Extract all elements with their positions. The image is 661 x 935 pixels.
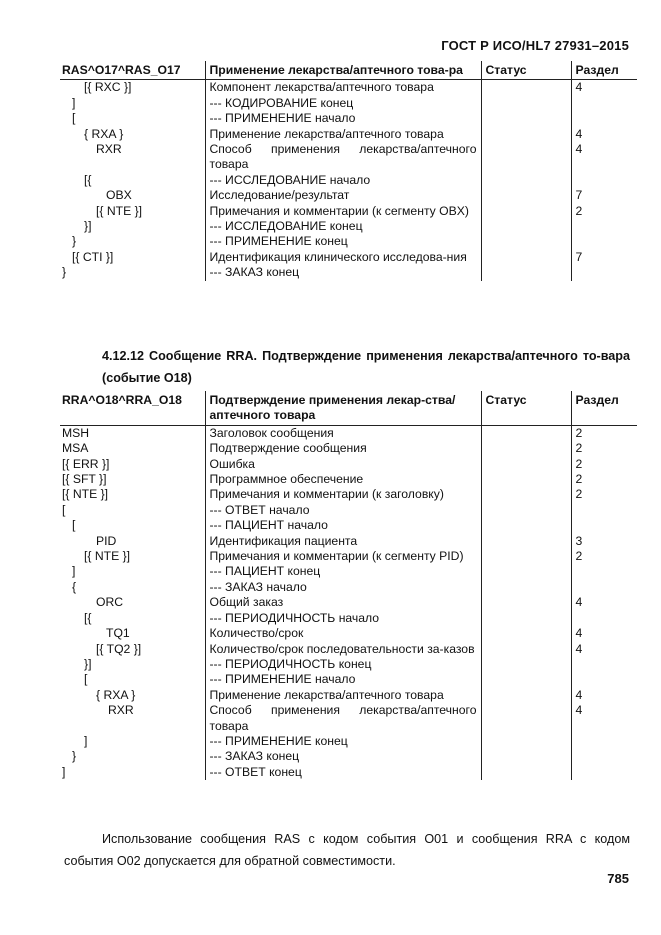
segment-cell: RXR xyxy=(96,142,122,157)
status-cell xyxy=(481,564,571,579)
description-cell: Примечания и комментарии (к сегменту OBX) xyxy=(205,204,481,219)
status-cell xyxy=(481,96,571,111)
section-cell: 4 xyxy=(571,595,637,610)
description-cell: Заголовок сообщения xyxy=(205,425,481,441)
description-cell: Примечания и комментарии (к заголовку) xyxy=(205,487,481,502)
description-cell: --- ПРИМЕНЕНИЕ конец xyxy=(205,234,481,249)
table-row xyxy=(60,703,637,734)
section-cell xyxy=(571,96,637,111)
status-cell xyxy=(481,534,571,549)
section-cell xyxy=(571,564,637,579)
table-row xyxy=(60,626,637,641)
compatibility-note-text: Использование сообщения RAS с кодом события O01 и сообщения RRA с кодом события O02 допускается для обратной совместимости. xyxy=(64,832,630,868)
status-cell xyxy=(481,234,571,249)
segment-cell: [{ TQ2 }] xyxy=(96,641,142,656)
status-cell xyxy=(481,611,571,626)
status-cell xyxy=(481,503,571,518)
table-header-row xyxy=(60,391,637,425)
description-cell: --- ИССЛЕДОВАНИЕ конец xyxy=(205,219,481,234)
table-row xyxy=(60,111,637,126)
section-cell: 4 xyxy=(571,642,637,657)
table-header-row xyxy=(60,61,637,80)
section-cell xyxy=(571,657,637,672)
section-cell: 4 xyxy=(571,626,637,641)
table-row xyxy=(60,672,637,687)
column-header-message-type: RRA^O18^RRA_O18 xyxy=(60,391,205,425)
segment-cell: [{ xyxy=(84,172,92,187)
table-row xyxy=(60,96,637,111)
status-cell xyxy=(481,703,571,734)
segment-cell: { xyxy=(72,579,77,594)
segment-cell: } xyxy=(72,749,77,764)
table-row xyxy=(60,534,637,549)
description-cell: Способ применения лекарства/аптечного товара xyxy=(205,703,481,734)
section-cell xyxy=(571,234,637,249)
segment-cell: ] xyxy=(72,95,76,110)
segment-cell: ORC xyxy=(96,595,124,610)
section-cell xyxy=(571,503,637,518)
description-cell: --- ЗАКАЗ конец xyxy=(205,265,481,280)
status-cell xyxy=(481,765,571,780)
table-row xyxy=(60,250,637,265)
rra-o18-segment-table xyxy=(60,391,637,780)
description-cell: --- ИССЛЕДОВАНИЕ начало xyxy=(205,173,481,188)
section-cell xyxy=(571,734,637,749)
table-row xyxy=(60,457,637,472)
status-cell xyxy=(481,173,571,188)
segment-cell: MSH xyxy=(62,425,90,440)
section-cell: 2 xyxy=(571,204,637,219)
compatibility-note-paragraph xyxy=(64,828,630,872)
description-cell: --- ОТВЕТ начало xyxy=(205,503,481,518)
segment-cell: [{ RXC }] xyxy=(84,80,132,95)
section-cell: 2 xyxy=(571,457,637,472)
status-cell xyxy=(481,549,571,564)
description-cell: --- ОТВЕТ конец xyxy=(205,765,481,780)
table-row xyxy=(60,642,637,657)
description-cell: Применение лекарства/аптечного товара xyxy=(205,688,481,703)
table-row xyxy=(60,749,637,764)
section-cell xyxy=(571,111,637,126)
description-cell: Идентификация пациента xyxy=(205,534,481,549)
table-row xyxy=(60,688,637,703)
status-cell xyxy=(481,204,571,219)
column-header-section: Раздел xyxy=(571,391,637,425)
table-row xyxy=(60,503,637,518)
column-header-description: Подтверждение применения лекар-ства/аптечного товара xyxy=(205,391,481,425)
segment-cell: [{ ERR }] xyxy=(62,456,110,471)
description-cell: Применение лекарства/аптечного товара xyxy=(205,127,481,142)
segment-cell: RXR xyxy=(108,703,134,718)
status-cell xyxy=(481,688,571,703)
section-cell xyxy=(571,265,637,280)
table-row xyxy=(60,204,637,219)
segment-cell: [ xyxy=(84,672,88,687)
description-cell: --- ПРИМЕНЕНИЕ конец xyxy=(205,734,481,749)
section-cell: 4 xyxy=(571,142,637,173)
description-cell: Количество/срок последовательности за-казов xyxy=(205,642,481,657)
section-cell: 7 xyxy=(571,250,637,265)
table-row xyxy=(60,80,637,96)
segment-cell: ] xyxy=(72,564,76,579)
description-cell: Количество/срок xyxy=(205,626,481,641)
table-row xyxy=(60,441,637,456)
section-cell: 2 xyxy=(571,487,637,502)
description-cell: Исследование/результат xyxy=(205,188,481,203)
description-cell: Идентификация клинического исследова-ния xyxy=(205,250,481,265)
section-cell: 2 xyxy=(571,441,637,456)
segment-cell: MSA xyxy=(62,441,89,456)
section-cell: 4 xyxy=(571,127,637,142)
description-cell: --- ПЕРИОДИЧНОСТЬ начало xyxy=(205,611,481,626)
table-row xyxy=(60,127,637,142)
status-cell xyxy=(481,441,571,456)
ras-o17-segment-table xyxy=(60,61,637,281)
segment-cell: OBX xyxy=(106,188,132,203)
document-standard-header: ГОСТ Р ИСО/HL7 27931–2015 xyxy=(441,38,629,53)
status-cell xyxy=(481,457,571,472)
status-cell xyxy=(481,595,571,610)
table-row xyxy=(60,219,637,234)
table-row xyxy=(60,734,637,749)
table-row xyxy=(60,265,637,280)
segment-cell: [{ CTI }] xyxy=(72,249,114,264)
table-row xyxy=(60,188,637,203)
description-cell: --- ПАЦИЕНТ конец xyxy=(205,564,481,579)
table-row xyxy=(60,580,637,595)
page-number: 785 xyxy=(607,871,629,886)
status-cell xyxy=(481,734,571,749)
table-row xyxy=(60,173,637,188)
segment-cell: [ xyxy=(62,502,66,517)
status-cell xyxy=(481,111,571,126)
section-cell xyxy=(571,672,637,687)
description-cell: Подтверждение сообщения xyxy=(205,441,481,456)
column-header-description: Применение лекарства/аптечного това-ра xyxy=(205,61,481,80)
status-cell xyxy=(481,672,571,687)
status-cell xyxy=(481,518,571,533)
table-row xyxy=(60,472,637,487)
section-cell xyxy=(571,580,637,595)
table-row xyxy=(60,564,637,579)
segment-cell: } xyxy=(62,265,67,280)
column-header-status: Статус xyxy=(481,391,571,425)
segment-cell: [{ NTE }] xyxy=(96,203,143,218)
segment-cell: } xyxy=(72,234,77,249)
segment-cell: [{ xyxy=(84,610,92,625)
status-cell xyxy=(481,626,571,641)
table-row xyxy=(60,487,637,502)
section-heading: 4.12.12 Сообщение RRA. Подтверждение применения лекарства/аптечного то-вара (событие O18) xyxy=(102,349,630,385)
section-cell: 7 xyxy=(571,188,637,203)
status-cell xyxy=(481,472,571,487)
section-cell xyxy=(571,749,637,764)
status-cell xyxy=(481,188,571,203)
table-row xyxy=(60,142,637,173)
section-cell xyxy=(571,219,637,234)
status-cell xyxy=(481,642,571,657)
segment-cell: PID xyxy=(96,533,117,548)
description-cell: --- ПЕРИОДИЧНОСТЬ конец xyxy=(205,657,481,672)
description-cell: --- ЗАКАЗ начало xyxy=(205,580,481,595)
segment-cell: { RXA } xyxy=(96,687,136,702)
description-cell: Компонент лекарства/аптечного товара xyxy=(205,80,481,96)
column-header-status: Статус xyxy=(481,61,571,80)
table-row xyxy=(60,611,637,626)
table-row xyxy=(60,425,637,441)
segment-cell: [ xyxy=(72,518,76,533)
table-row xyxy=(60,518,637,533)
section-cell: 2 xyxy=(571,425,637,441)
segment-cell: }] xyxy=(84,656,92,671)
segment-cell: [{ NTE }] xyxy=(62,487,109,502)
description-cell: --- ЗАКАЗ конец xyxy=(205,749,481,764)
section-cell xyxy=(571,173,637,188)
section-cell: 4 xyxy=(571,80,637,96)
column-header-section: Раздел xyxy=(571,61,637,80)
column-header-message-type: RAS^O17^RAS_O17 xyxy=(60,61,205,80)
section-cell: 2 xyxy=(571,549,637,564)
segment-cell: [ xyxy=(72,111,76,126)
description-cell: Примечания и комментарии (к сегменту PID) xyxy=(205,549,481,564)
table-row xyxy=(60,549,637,564)
segment-cell: { RXA } xyxy=(84,126,124,141)
section-cell: 2 xyxy=(571,472,637,487)
status-cell xyxy=(481,657,571,672)
description-cell: --- КОДИРОВАНИЕ конец xyxy=(205,96,481,111)
section-cell xyxy=(571,765,637,780)
status-cell xyxy=(481,80,571,96)
table-row xyxy=(60,765,637,780)
description-cell: Способ применения лекарства/аптечного товара xyxy=(205,142,481,173)
status-cell xyxy=(481,749,571,764)
description-cell: --- ПРИМЕНЕНИЕ начало xyxy=(205,111,481,126)
status-cell xyxy=(481,142,571,173)
description-cell: Ошибка xyxy=(205,457,481,472)
status-cell xyxy=(481,487,571,502)
status-cell xyxy=(481,250,571,265)
section-cell: 4 xyxy=(571,688,637,703)
status-cell xyxy=(481,580,571,595)
section-cell xyxy=(571,611,637,626)
segment-cell: }] xyxy=(84,219,92,234)
segment-cell: TQ1 xyxy=(106,626,130,641)
status-cell xyxy=(481,425,571,441)
table-row xyxy=(60,234,637,249)
description-cell: --- ПАЦИЕНТ начало xyxy=(205,518,481,533)
segment-cell: [{ SFT }] xyxy=(62,472,107,487)
segment-cell: ] xyxy=(62,764,66,779)
section-cell xyxy=(571,518,637,533)
table-row xyxy=(60,595,637,610)
description-cell: Общий заказ xyxy=(205,595,481,610)
section-cell: 4 xyxy=(571,703,637,734)
segment-cell: ] xyxy=(84,733,88,748)
status-cell xyxy=(481,265,571,280)
status-cell xyxy=(481,127,571,142)
segment-cell: [{ NTE }] xyxy=(84,549,131,564)
section-cell: 3 xyxy=(571,534,637,549)
description-cell: --- ПРИМЕНЕНИЕ начало xyxy=(205,672,481,687)
table-row xyxy=(60,657,637,672)
status-cell xyxy=(481,219,571,234)
description-cell: Программное обеспечение xyxy=(205,472,481,487)
